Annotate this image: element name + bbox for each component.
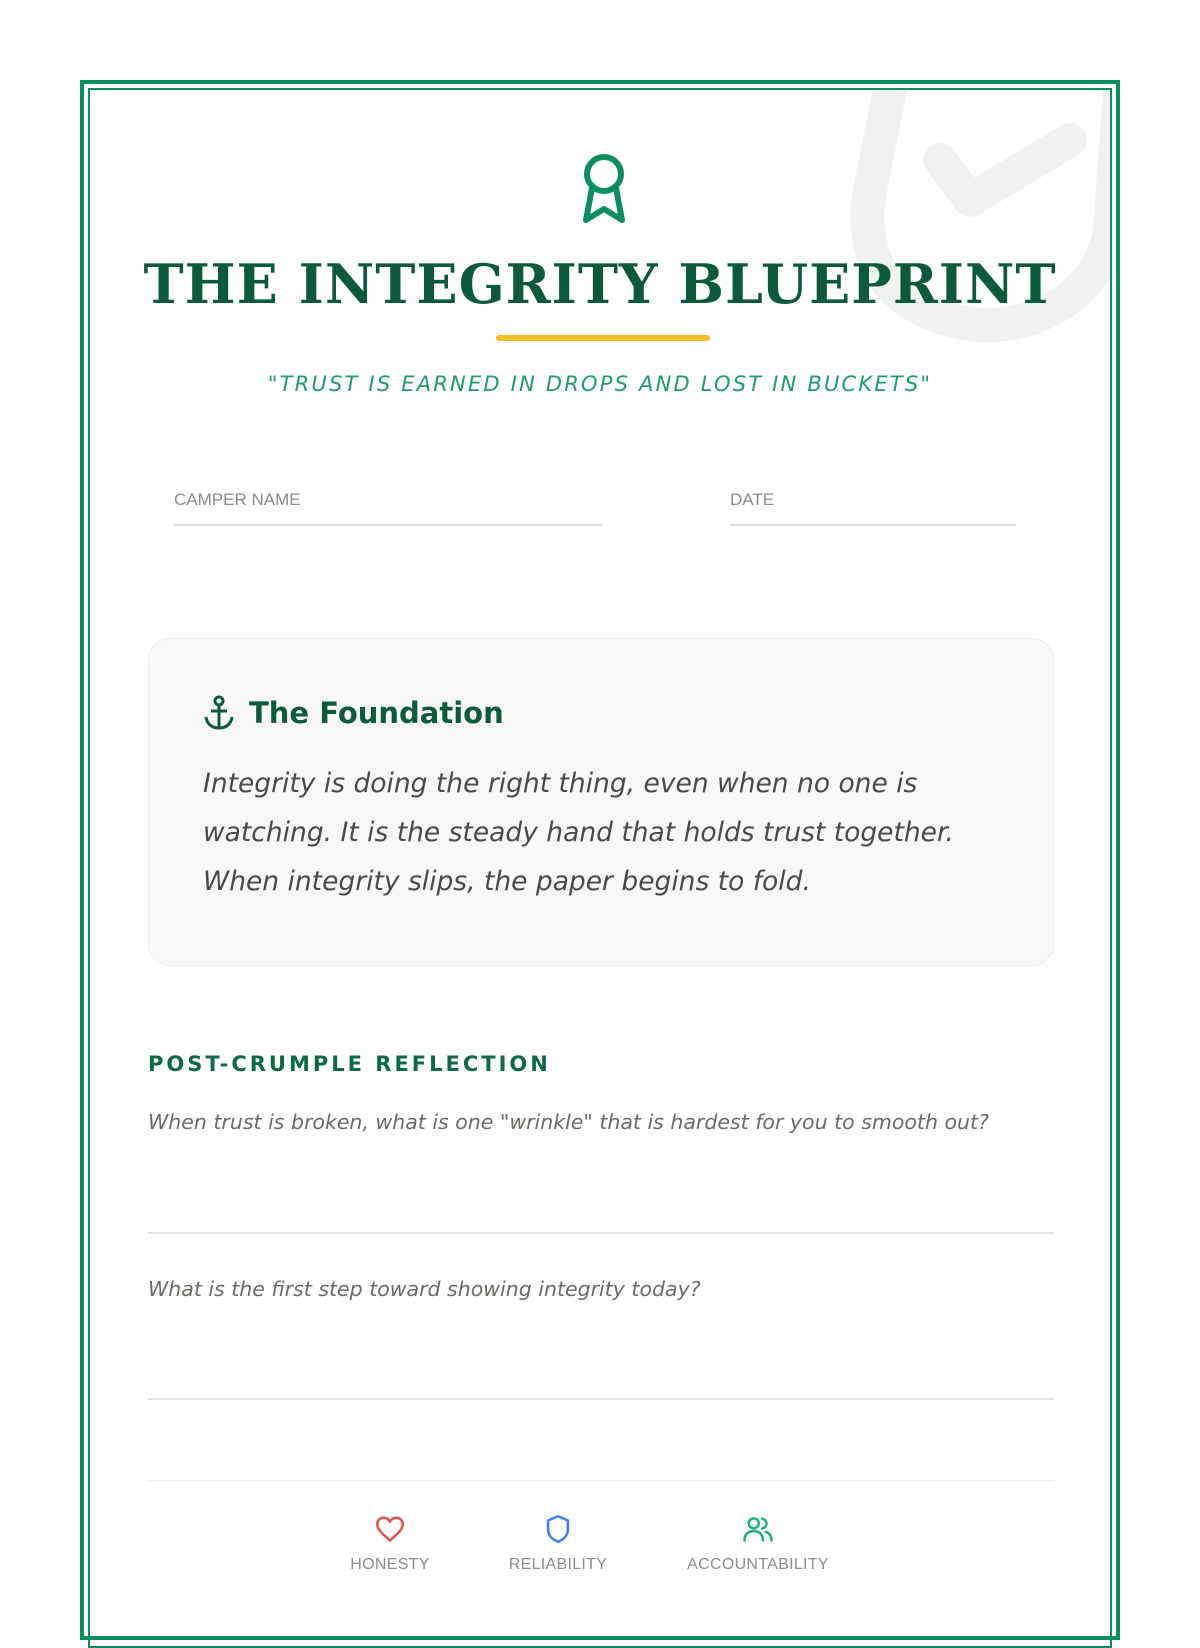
title-underline bbox=[496, 335, 710, 341]
value-label: ACCOUNTABILITY bbox=[687, 1556, 829, 1573]
foundation-line: watching. It is the steady hand that holds trust together. bbox=[203, 817, 954, 848]
award-icon bbox=[574, 152, 634, 226]
anchor-icon bbox=[203, 695, 235, 731]
reflection-answer-line-2[interactable] bbox=[148, 1398, 1054, 1400]
foundation-title: The Foundation bbox=[249, 696, 504, 730]
value-label: RELIABILITY bbox=[508, 1556, 608, 1573]
reflection-title: POST-CRUMPLE REFLECTION bbox=[148, 1052, 551, 1076]
shield-icon bbox=[541, 1512, 575, 1546]
foundation-line: When integrity slips, the paper begins to fold. bbox=[203, 866, 811, 897]
camper-name-label: CAMPER NAME bbox=[174, 490, 301, 509]
value-accountability bbox=[668, 1512, 848, 1574]
reflection-prompt-1: When trust is broken, what is one "wrinkle" that is hardest for you to smooth out? bbox=[148, 1110, 989, 1134]
foundation-text bbox=[203, 759, 1003, 906]
foundation-header bbox=[203, 695, 504, 731]
date-field[interactable] bbox=[730, 490, 1016, 526]
section-divider bbox=[148, 1480, 1054, 1481]
worksheet-page bbox=[88, 88, 1112, 1648]
reflection-prompt-2: What is the first step toward showing integrity today? bbox=[148, 1277, 701, 1301]
value-reliability bbox=[468, 1512, 648, 1574]
camper-name-line[interactable] bbox=[174, 524, 602, 526]
shield-check-icon bbox=[830, 88, 1112, 370]
header-quote: "TRUST IS EARNED IN DROPS AND LOST IN BUCKETS" bbox=[267, 372, 933, 396]
users-icon bbox=[741, 1512, 775, 1546]
value-label: HONESTY bbox=[350, 1556, 430, 1573]
camper-name-field[interactable] bbox=[174, 490, 602, 526]
date-label: DATE bbox=[730, 490, 775, 509]
page-title: THE INTEGRITY BLUEPRINT bbox=[143, 252, 1057, 316]
reflection-answer-line-1[interactable] bbox=[148, 1232, 1054, 1234]
foundation-card bbox=[148, 638, 1054, 966]
date-line[interactable] bbox=[730, 524, 1016, 526]
foundation-line: Integrity is doing the right thing, even when no one is bbox=[203, 768, 918, 799]
value-honesty bbox=[300, 1512, 480, 1574]
heart-icon bbox=[373, 1512, 407, 1546]
